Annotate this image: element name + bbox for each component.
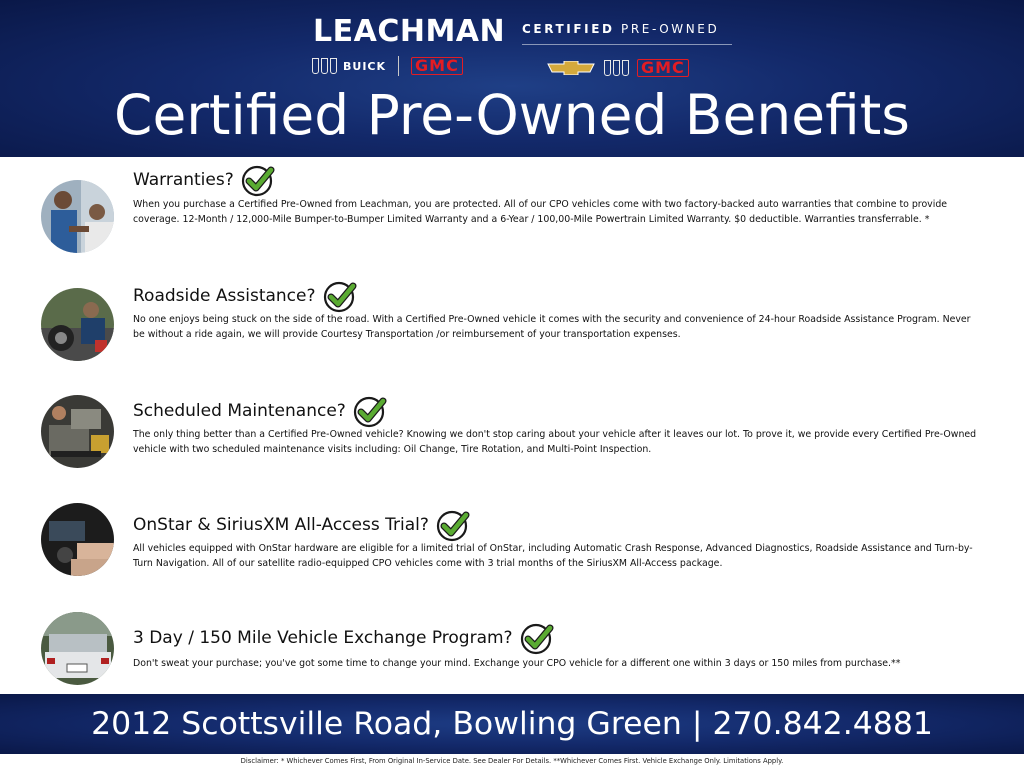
certified-pre-owned-label: CERTIFIED PRE-OWNED xyxy=(522,22,720,36)
leachman-logo: LEACHMAN xyxy=(313,14,506,49)
logo-divider xyxy=(398,56,399,76)
check-icon xyxy=(435,507,471,543)
gmc-label: GMC xyxy=(637,59,689,77)
chevy-buick-gmc-logos xyxy=(546,57,689,79)
buick-shield-icon xyxy=(604,60,629,76)
buick-shield-icon xyxy=(312,58,337,74)
dealer-address-phone: 2012 Scottsville Road, Bowling Green | 270.842.4881 xyxy=(91,706,933,742)
benefit-description: Don't sweat your purchase; you've got some time to change your mind. Exchange your CPO vehicle for a different one within 3 days or 150 miles from purchase.** xyxy=(133,658,901,669)
certified-divider xyxy=(522,44,732,45)
buick-gmc-logo xyxy=(312,55,463,77)
check-icon xyxy=(519,620,555,656)
benefit-description: All vehicles equipped with OnStar hardware are eligible for a limited trial of OnStar, including Automatic Crash Response, Advanced Diagnostics, Roadside Assistance and Turn-by-Turn Navigation. All of our satellite radio-equipped CPO vehicles come with 3 trial months of the SiriusXM All-Access package. xyxy=(133,543,973,569)
buick-label: BUICK xyxy=(343,59,387,73)
check-icon xyxy=(352,393,388,429)
salesman-handshake-photo xyxy=(41,180,114,253)
benefit-title: 3 Day / 150 Mile Vehicle Exchange Program? xyxy=(133,620,555,656)
header-banner xyxy=(0,0,1024,157)
benefit-title: Warranties? xyxy=(133,162,276,198)
gmc-label: GMC xyxy=(411,57,463,75)
chevrolet-bowtie-icon xyxy=(546,61,596,75)
footer-banner xyxy=(0,694,1024,754)
dashboard-radio-photo xyxy=(41,503,114,576)
engine-maintenance-photo xyxy=(41,395,114,468)
page-title: Certified Pre-Owned Benefits xyxy=(114,83,910,147)
roadside-tire-change-photo xyxy=(41,288,114,361)
check-icon xyxy=(322,278,358,314)
benefit-description: No one enjoys being stuck on the side of the road. With a Certified Pre-Owned vehicle it comes with the security and convenience of 24-hour Roadside Assistance Program. Never be without a ride again, we will provide Courtesy Transportation /or reimbursement of your transportation expenses. xyxy=(133,314,971,340)
benefit-description: The only thing better than a Certified Pre-Owned vehicle? Knowing we don't stop caring about your vehicle after it leaves our lot. To prove it, we provide every Certified Pre-Owned vehicle with two scheduled maintenance visits including: Oil Change, Tire Rotation, and Multi-Point Inspection. xyxy=(133,429,977,455)
disclaimer-text: Disclaimer: * Whichever Comes First, From Original In-Service Date. See Dealer For Details. **Whichever Comes First. Vehicle Exchange Only. Limitations Apply. xyxy=(240,757,784,765)
benefit-title: Scheduled Maintenance? xyxy=(133,393,388,429)
benefit-title: Roadside Assistance? xyxy=(133,278,358,314)
benefit-title: OnStar & SiriusXM All-Access Trial? xyxy=(133,507,471,543)
suv-rear-photo xyxy=(41,612,114,685)
check-icon xyxy=(240,162,276,198)
benefit-description: When you purchase a Certified Pre-Owned from Leachman, you are protected. All of our CPO vehicles come with two factory-backed auto warranties that combine to provide coverage. 12-Month / 12,000-Mile Bumper-to-Bumper Limited Warranty and a 6-Year / 100,00-Mile Powertrain Limited Warranty. $0 deductible. Warranties transferrable. * xyxy=(133,199,948,225)
